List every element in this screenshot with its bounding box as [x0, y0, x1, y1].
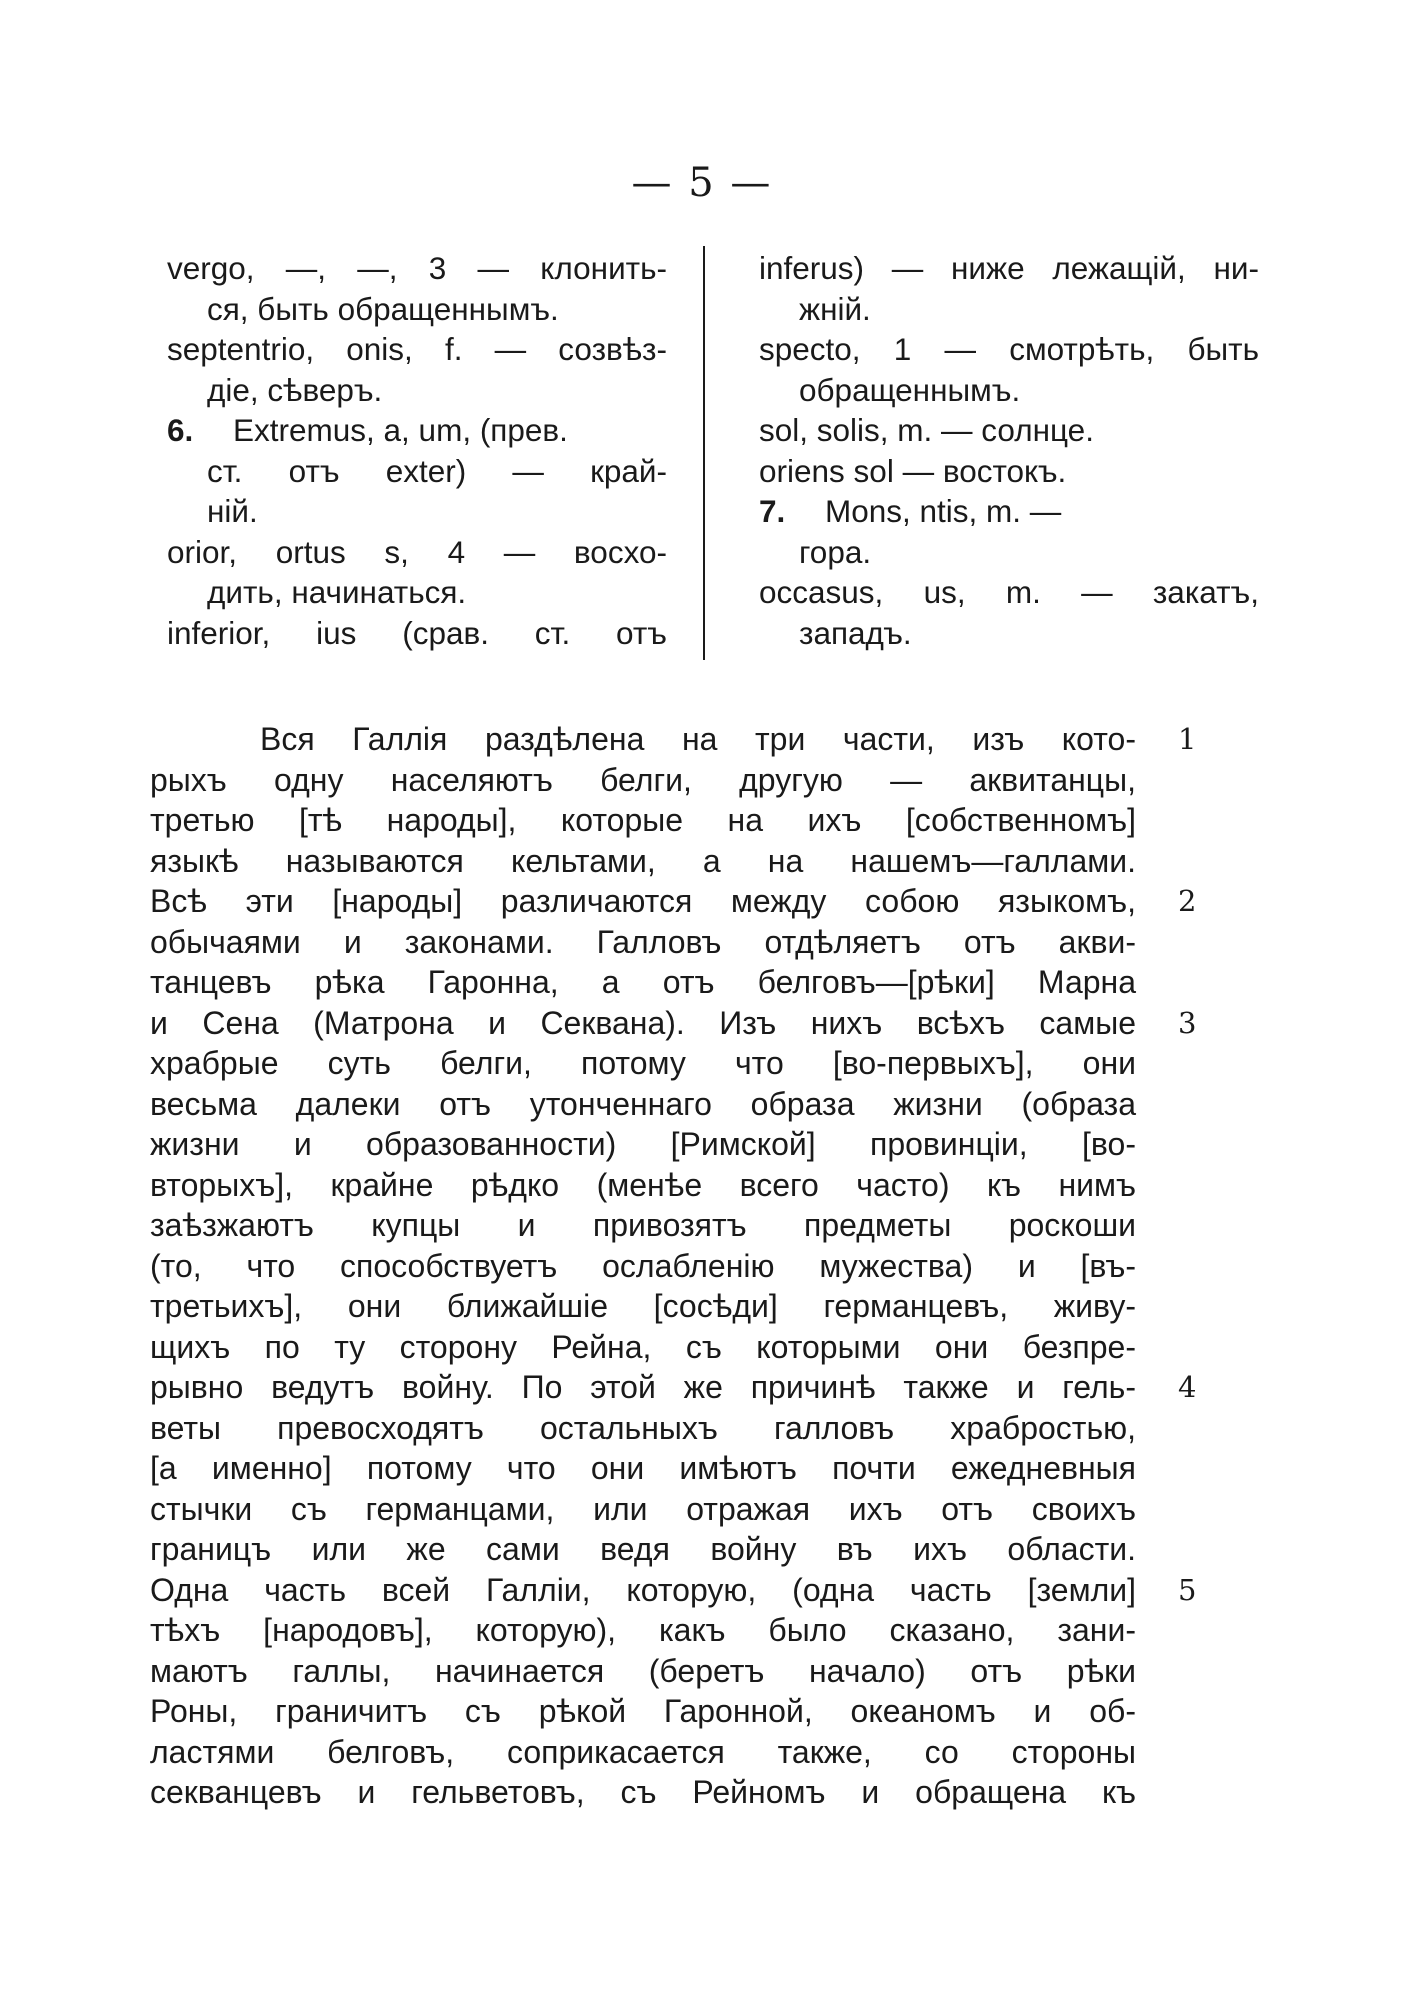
translation-line: стычки съ германцами, или отражая ихъ отъ своихъ — [150, 1490, 1136, 1527]
vocab-entry-number: 7. — [759, 493, 786, 529]
vocab-line: ст. отъ exter) — край- — [207, 452, 667, 489]
section-number: 3 — [1178, 1005, 1197, 1040]
translation-line: щихъ по ту сторону Рейна, съ которыми они безпре- — [150, 1328, 1136, 1365]
column-divider — [703, 246, 705, 660]
translation-line: тѣхъ [народовъ], которую), какъ было сказано, зани- — [150, 1612, 1136, 1648]
vocab-line: западъ. — [799, 614, 912, 651]
translation-line: (то, что способствуетъ ослабленію мужества) и [въ- — [150, 1247, 1136, 1284]
translation-line: рывно ведутъ войну. По этой же причинѣ также и гель- — [150, 1369, 1136, 1405]
vocabulary-left-column — [167, 248, 667, 653]
translation-line: маютъ галлы, начинается (беретъ начало) отъ рѣки — [150, 1652, 1136, 1689]
vocab-line: ній. — [207, 493, 258, 529]
translation-line: языкѣ называются кельтами, а на нашемъ—галлами. — [150, 842, 1136, 879]
translation-line: обычаями и законами. Галловъ отдѣляетъ отъ акви- — [150, 923, 1136, 960]
vocab-line: septentrio, onis, f. — созвѣз- — [167, 331, 667, 367]
translation-line: жизни и образованности) [Римской] провинціи, [во- — [150, 1126, 1136, 1162]
translation-line: Вся Галлія раздѣлена на три части, изъ кото- — [260, 721, 1136, 757]
translation-line: Роны, граничитъ съ рѣкой Гаронной, океаномъ и об- — [150, 1693, 1136, 1729]
translation-line: ластями белговъ, соприкасается также, со стороны — [150, 1733, 1136, 1770]
vocab-line: sol, solis, m. — солнце. — [759, 412, 1094, 448]
translation-line: границъ или же сами ведя войну въ ихъ области. — [150, 1531, 1136, 1567]
translation-text — [150, 719, 1136, 1813]
translation-line: танцевъ рѣка Гаронна, а отъ белговъ—[рѣки] Марна — [150, 964, 1136, 1000]
section-number: 2 — [1178, 884, 1197, 918]
translation-line: третью [тѣ народы], которые на ихъ [собственномъ] — [150, 802, 1136, 838]
translation-line: храбрые суть белги, потому что [во-первыхъ], они — [150, 1045, 1136, 1081]
section-number: 5 — [1178, 1572, 1197, 1607]
translation-line: рыхъ одну населяютъ белги, другую — аквитанцы, — [150, 761, 1136, 798]
translation-line: заѣзжаютъ купцы и привозятъ предметы роскоши — [150, 1207, 1136, 1243]
vocab-line: обращеннымъ. — [799, 371, 1021, 408]
translation-line: третьихъ], они ближайшіе [сосѣди] германцевъ, живу- — [150, 1288, 1136, 1324]
vocab-line: oriens sol — востокъ. — [759, 452, 1067, 489]
translation-line: веты превосходятъ остальныхъ галловъ храбростью, — [150, 1409, 1136, 1446]
vocab-line: жній. — [799, 290, 871, 327]
vocab-line — [759, 491, 1259, 532]
vocabulary-right-column — [759, 248, 1259, 653]
translation-line: вторыхъ], крайне рѣдко (менѣе всего часто) къ нимъ — [150, 1166, 1136, 1203]
vocab-line: orior, ortus s, 4 — восхо- — [167, 533, 667, 570]
vocab-line: vergo, —, —, 3 — клонить- — [167, 250, 667, 286]
vocab-line: inferior, ius (срав. ст. отъ — [167, 614, 667, 651]
vocab-line: occasus, us, m. — закатъ, — [759, 574, 1259, 610]
section-number: 4 — [1178, 1370, 1197, 1404]
vocab-line: гора. — [799, 533, 872, 570]
translation-line: секванцевъ и гельветовъ, съ Рейномъ и обращена къ — [150, 1774, 1136, 1810]
vocab-line: specto, 1 — смотрѣть, быть — [759, 331, 1259, 367]
vocab-line: ся, быть обращеннымъ. — [207, 290, 559, 327]
vocab-line: inferus) — ниже лежащій, ни- — [759, 250, 1259, 286]
vocab-line: дить, начинаться. — [207, 574, 467, 610]
translation-line: и Сена (Матрона и Секвана). Изъ нихъ всѣхъ самые — [150, 1004, 1136, 1041]
translation-line: весьма далеки отъ утонченнаго образа жизни (образа — [150, 1085, 1136, 1122]
section-number: 1 — [1178, 722, 1197, 756]
vocab-entry-text: Mons, ntis, m. — — [825, 493, 1062, 529]
translation-line: Всѣ эти [народы] различаются между собою языкомъ, — [150, 883, 1136, 919]
page-number: — 5 — — [631, 160, 773, 206]
vocab-line: діе, сѣверъ. — [207, 371, 383, 408]
vocab-line — [167, 410, 667, 451]
vocab-entry-number: 6. — [167, 412, 194, 448]
vocab-entry-text: Extremus, a, um, (прев. — [233, 412, 568, 448]
translation-line: [а именно] потому что они имѣютъ почти ежедневныя — [150, 1450, 1136, 1486]
translation-line: Одна часть всей Галліи, которую, (одна часть [земли] — [150, 1571, 1136, 1608]
